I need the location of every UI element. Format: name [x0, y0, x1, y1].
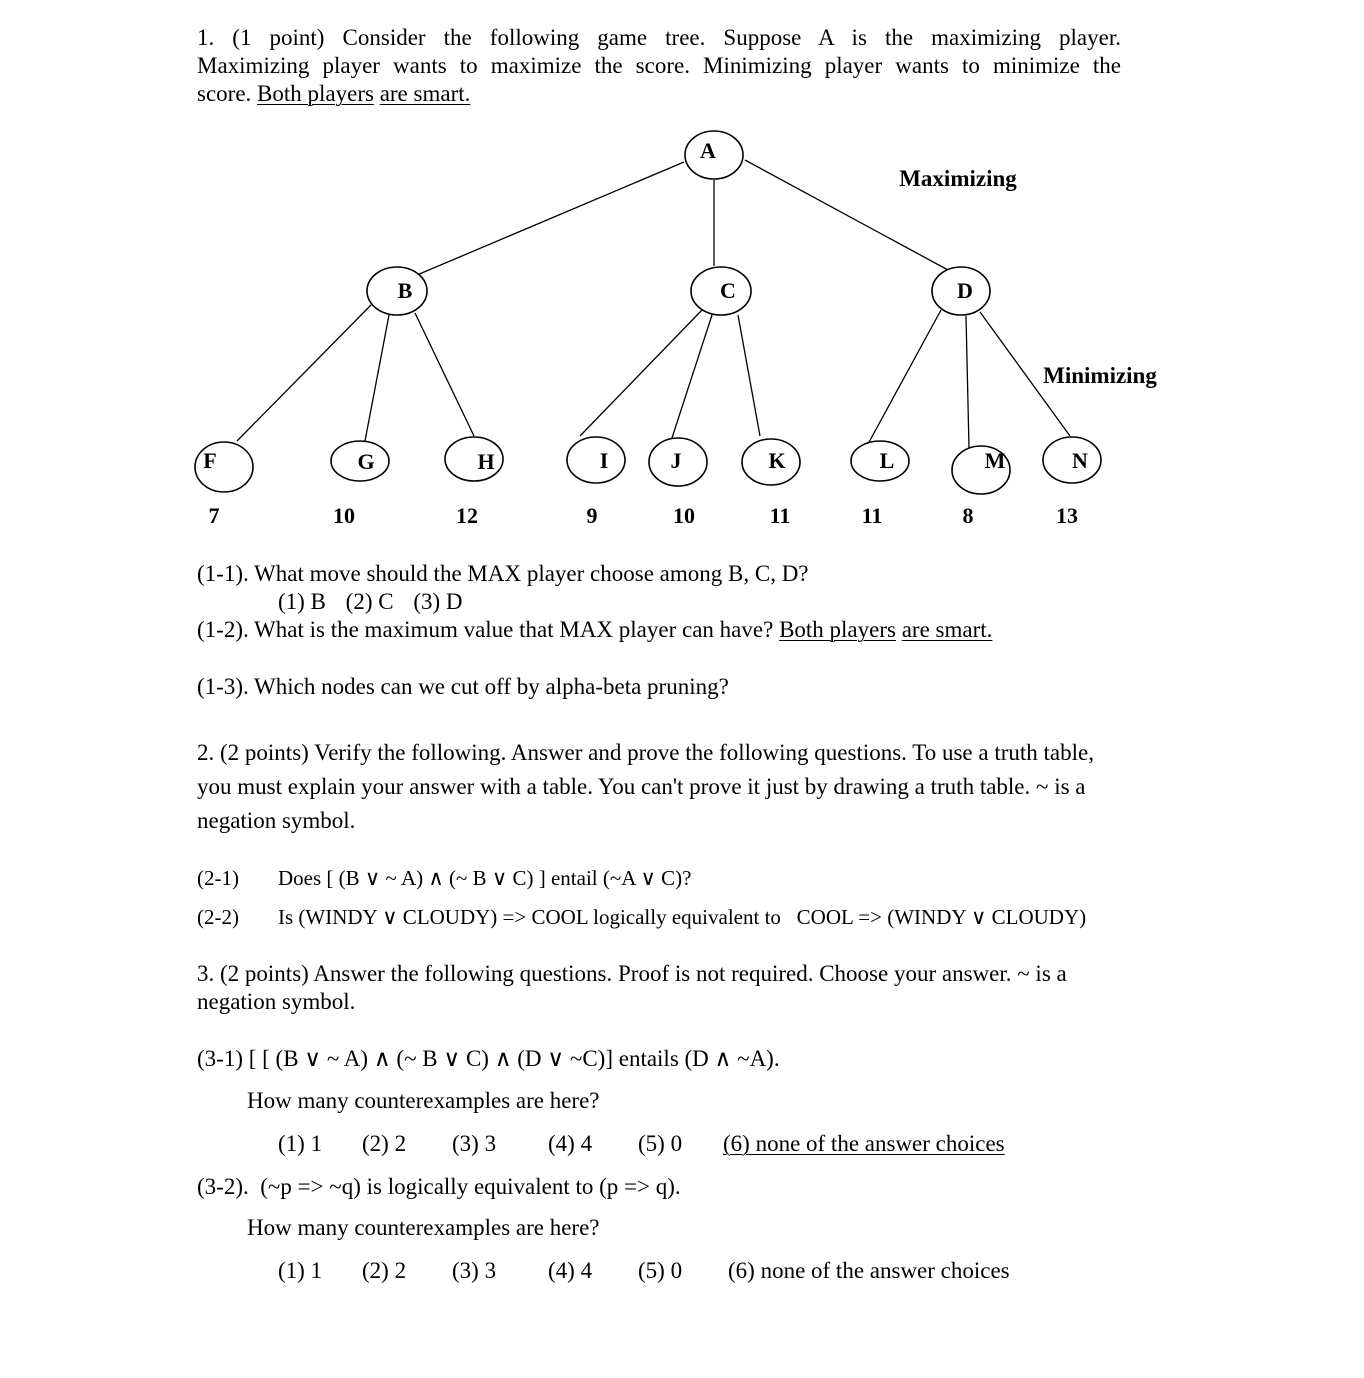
node-label-f: F [203, 448, 217, 473]
maximizing-label: Maximizing [899, 166, 1017, 191]
leaf-value-h: 12 [456, 503, 478, 528]
node-label-d: D [957, 278, 973, 303]
q1-1-option-3: (3) D [413, 589, 463, 614]
q3-1-option-5: (5) 0 [638, 1131, 683, 1156]
minimizing-label: Minimizing [1043, 363, 1157, 388]
leaf-values [209, 503, 1079, 528]
edge-c-k [738, 315, 760, 436]
q3-1-question [197, 1045, 780, 1073]
q2-1-text: Does [ (B ∨ ~ A) ∧ (~ B ∨ C) ] entail (~A ∨ C)? [278, 866, 692, 890]
q1-2-underline-2: are smart. [901, 617, 993, 642]
leaf-value-i: 9 [586, 503, 598, 528]
leaf-value-j: 10 [673, 503, 695, 528]
q1-line-2: Maximizing player wants to maximize the score. Minimizing player wants to minimize the [197, 53, 1121, 78]
q2-2-text: Is (WINDY ∨ CLOUDY) => COOL logically equivalent to COOL => (WINDY ∨ CLOUDY) [278, 905, 1087, 929]
node-i [567, 437, 625, 483]
edge-c-i [580, 310, 702, 436]
node-label-g: G [357, 449, 375, 474]
edge-d-m [966, 316, 969, 448]
node-label-c: C [720, 278, 736, 303]
q2-2-number: (2-2) [197, 905, 239, 929]
q3-2-option-4: (4) 4 [548, 1258, 593, 1283]
q3-1-option-2: (2) 2 [362, 1131, 407, 1156]
leaf-value-l: 11 [861, 503, 883, 528]
leaf-value-k: 11 [769, 503, 791, 528]
q3-1-how-many: How many counterexamples are here? [247, 1088, 600, 1113]
q3-1-text: [ [ (B ∨ ~ A) ∧ (~ B ∨ C) ∧ (D ∨ ~C)] entails (D ∧ ~A). [248, 1046, 780, 1071]
q3-2-question: (3-2). (~p => ~q) is logically equivalent to (p => q). [197, 1174, 681, 1199]
q1-1-question: (1-1). What move should the MAX player choose among B, C, D? [197, 561, 809, 586]
q2-line-2: you must explain your answer with a table. You can't prove it just by drawing a truth table. ~ is a [197, 774, 1086, 799]
q3-1-option-1: (1) 1 [278, 1131, 323, 1156]
q3-1-option-3: (3) 3 [452, 1131, 497, 1156]
q1-2-underline-1: Both players [779, 617, 896, 642]
q1-3-question: (1-3). Which nodes can we cut off by alpha-beta pruning? [197, 674, 729, 699]
q3-line-1: 3. (2 points) Answer the following questions. Proof is not required. Choose your answer. ~ is a [197, 961, 1067, 986]
q1-2-question [197, 616, 992, 644]
q2-line-1: 2. (2 points) Verify the following. Answer and prove the following questions. To use a truth table, [197, 740, 1094, 765]
edge-a-b [417, 162, 684, 275]
q3-2-option-6: (6) none of the answer choices [728, 1258, 1010, 1283]
edge-b-g [365, 315, 389, 441]
edge-b-h [415, 313, 474, 436]
q3-2-option-3: (3) 3 [452, 1258, 497, 1283]
q3-1-option-4: (4) 4 [548, 1131, 593, 1156]
node-label-n: N [1072, 448, 1088, 473]
edge-d-l [868, 310, 941, 444]
game-tree-diagram [0, 0, 1364, 540]
q3-2-how-many: How many counterexamples are here? [247, 1215, 600, 1240]
node-label-h: H [477, 449, 495, 474]
node-label-j: J [670, 448, 682, 473]
q2-line-3: negation symbol. [197, 808, 356, 833]
edge-c-j [671, 315, 712, 441]
node-label-a: A [700, 138, 716, 163]
q1-1-options [278, 588, 463, 616]
q1-1-option-2: (2) C [345, 589, 394, 614]
q1-1-option-1: (1) B [278, 589, 326, 614]
q3-2-option-5: (5) 0 [638, 1258, 683, 1283]
node-label-i: I [599, 448, 609, 473]
leaf-value-f: 7 [208, 503, 220, 528]
q3-line-2: negation symbol. [197, 989, 356, 1014]
node-label-l: L [879, 448, 895, 473]
node-label-m: M [984, 448, 1006, 473]
leaf-value-n: 13 [1056, 503, 1078, 528]
node-label-b: B [397, 278, 413, 303]
leaf-value-m: 8 [962, 503, 974, 528]
q3-2-option-1: (1) 1 [278, 1258, 323, 1283]
q1-line-3-underline-2: are smart. [379, 81, 471, 106]
edge-b-f [237, 305, 371, 441]
q3-1-option-6: (6) none of the answer choices [723, 1131, 1005, 1156]
leaf-value-g: 10 [333, 503, 355, 528]
q1-line-3-prefix: score. [197, 81, 252, 106]
q1-line-1: 1. (1 point) Consider the following game tree. Suppose A is the maximizing player. [197, 25, 1121, 50]
q3-1-number: (3-1) [197, 1046, 243, 1071]
q1-line-3-underline-1: Both players [257, 81, 374, 106]
q1-2-prefix: (1-2). What is the maximum value that MAX player can have? [197, 617, 774, 642]
node-label-k: K [768, 448, 786, 473]
q2-1-number: (2-1) [197, 866, 239, 890]
q3-2-option-2: (2) 2 [362, 1258, 407, 1283]
